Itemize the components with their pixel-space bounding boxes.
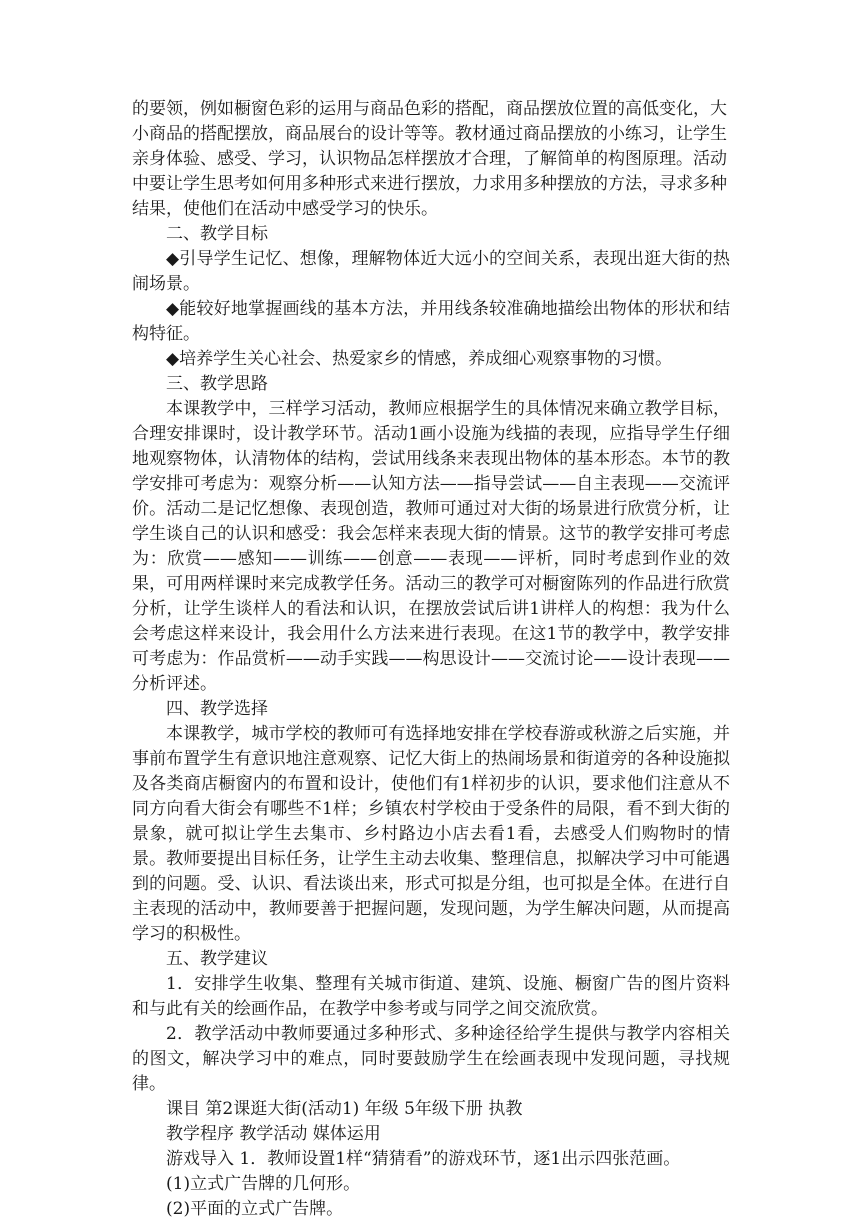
heading-teaching-choice: 四、教学选择 (166, 699, 268, 719)
goal-item-3: ◆培养学生关心社会、热爱家乡的情感，养成细心观察事物的习惯。 (166, 349, 673, 369)
list-item-2: (2)平面的立式广告牌。 (166, 1199, 344, 1219)
lesson-info-line: 课目 第2课逛大街(活动1) 年级 5年级下册 执教 (166, 1099, 523, 1119)
suggestion-item-2: 2．教学活动中教师要通过多种形式、多种途径给学生提供与教学内容相关的图文，解决学习中的难点，同时要鼓励学生在绘画表现中发现问题，寻找规律。 (132, 1024, 730, 1094)
table-header-line: 教学程序 教学活动 媒体运用 (166, 1124, 381, 1144)
paragraph-teaching-choice: 本课教学，城市学校的教师可有选择地安排在学校春游或秋游之后实施，并事前布置学生有意识地注意观察、记忆大街上的热闹场景和街道旁的各种设施拟及各类商店橱窗内的布置和设计，使他们有1样初步的认识，要求他们注意从不同方向看大街会有哪些不1样；乡镇农村学校由于受条件的局限，看不到大街的景象，就可拟让学生去集市、乡村路边小店去看1看，去感受人们购物时的情景。教师要提出目标任务，让学生主动去收集、整理信息，拟解决学习中可能遇到的问题。受、认识、看法谈出来，形式可拟是分组，也可拟是全体。在进行自主表现的活动中，教师要善于把握问题，发现问题，为学生解决问题，从而提高学习的积极性。 (132, 724, 730, 944)
list-item-1: (1)立式广告牌的几何形。 (166, 1174, 361, 1194)
heading-teaching-approach: 三、教学思路 (166, 374, 268, 394)
game-intro-line: 游戏导入 1．教师设置1样“猜猜看”的游戏环节，逐1出示四张范画。 (166, 1149, 681, 1169)
heading-teaching-goals: 二、教学目标 (166, 224, 268, 244)
document-body (132, 97, 730, 1222)
goal-item-1: ◆引导学生记忆、想像，理解物体近大远小的空间关系，表现出逛大街的热闹场景。 (132, 249, 730, 294)
goal-item-2: ◆能较好地掌握画线的基本方法，并用线条较准确地描绘出物体的形状和结构特征。 (132, 299, 730, 344)
heading-teaching-suggestions: 五、教学建议 (166, 949, 268, 969)
paragraph-intro-continued: 的要领，例如橱窗色彩的运用与商品色彩的搭配，商品摆放位置的高低变化，大小商品的搭配摆放，商品展台的设计等等。教材通过商品摆放的小练习，让学生亲身体验、感受、学习，认识物品怎样摆放才合理，了解简单的构图原理。活动中要让学生思考如何用多种形式来进行摆放，力求用多种摆放的方法，寻求多种结果，使他们在活动中感受学习的快乐。 (132, 99, 727, 219)
suggestion-item-1: 1．安排学生收集、整理有关城市街道、建筑、设施、橱窗广告的图片资料和与此有关的绘画作品，在教学中参考或与同学之间交流欣赏。 (132, 974, 730, 1019)
paragraph-teaching-approach: 本课教学中，三样学习活动，教师应根据学生的具体情况来确立教学目标，合理安排课时，设计教学环节。活动1画小设施为线描的表现，应指导学生仔细地观察物体，认清物体的结构，尝试用线条来表现出物体的基本形态。本节的教学安排可考虑为：观察分析——认知方法——指导尝试——自主表现——交流评价。活动二是记忆想像、表现创造，教师可通过对大街的场景进行欣赏分析，让学生谈自己的认识和感受：我会怎样来表现大街的情景。这节的教学安排可考虑为：欣赏——感知——训练——创意——表现——评析，同时考虑到作业的效果，可用两样课时来完成教学任务。活动三的教学可对橱窗陈列的作品进行欣赏分析，让学生谈样人的看法和认识，在摆放尝试后讲1讲样人的构想：我为什么会考虑这样来设计，我会用什么方法来进行表现。在这1节的教学中，教学安排可考虑为：作品赏析——动手实践——构思设计——交流讨论——设计表现——分析评述。 (132, 399, 730, 694)
